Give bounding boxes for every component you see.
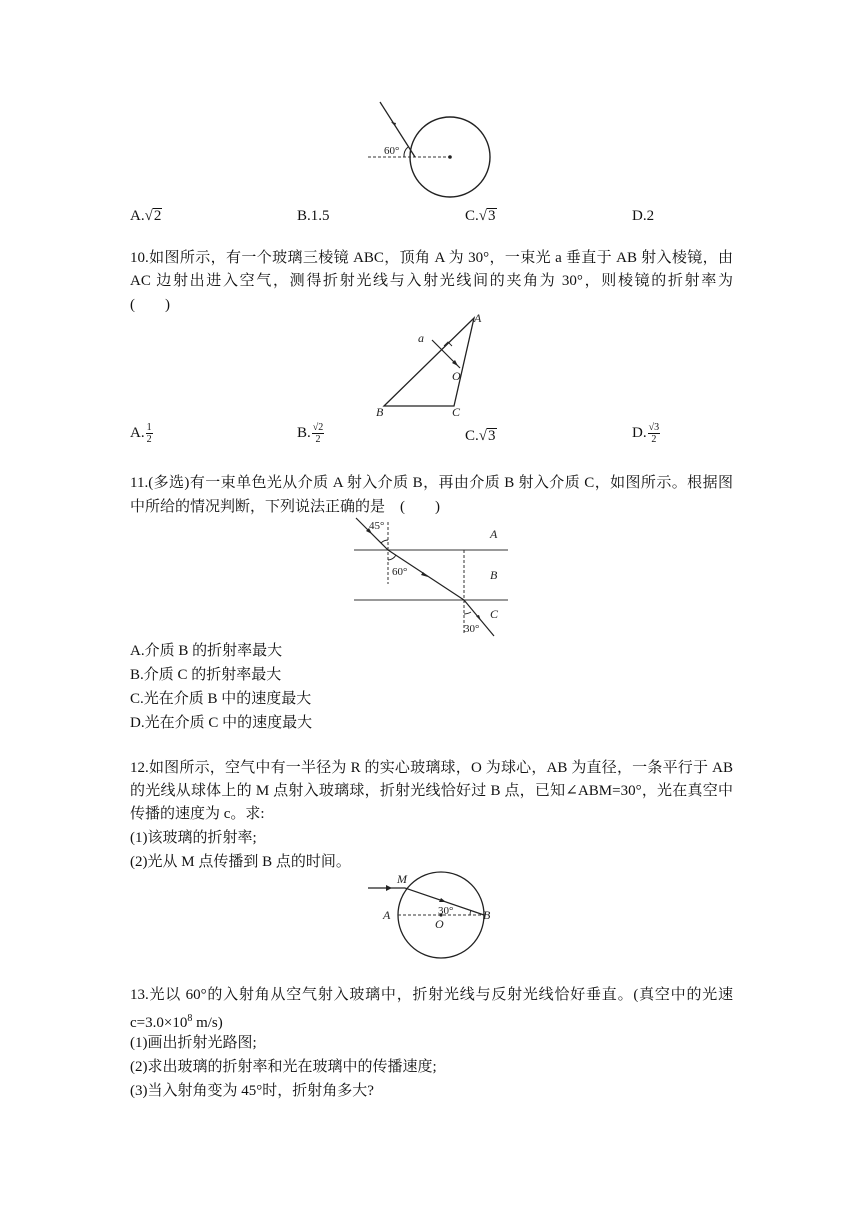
q11-label-C: C <box>490 607 499 621</box>
q12-stem-line1: 12.如图所示，空气中有一半径为 R 的实心玻璃球，O 为球心，AB 为直径，一条平行于 AB <box>130 760 733 776</box>
q11-label-60: 60° <box>392 566 408 578</box>
q13-sub1: (1)画出折射光路图; <box>130 1035 257 1051</box>
q12-label-B: B <box>483 908 491 922</box>
q13-sub2: (2)求出玻璃的折射率和光在玻璃中的传播速度; <box>130 1059 437 1075</box>
q10-stem-line2: AC 边射出进入空气，测得折射光线与入射光线间的夹角为 30°，则棱镜的折射率为 <box>130 273 733 289</box>
q12-label-O: O <box>435 917 444 931</box>
q12-sub1: (1)该玻璃的折射率; <box>130 830 257 846</box>
q12-figure <box>366 868 506 964</box>
q13-speed-value: c=3.0×10 <box>130 1015 188 1031</box>
q10-label-a-ray: a <box>418 331 424 345</box>
q10-figure <box>372 310 492 420</box>
q11-arc-30 <box>464 612 471 614</box>
q12-label-30: 30° <box>438 905 454 917</box>
q12-sub2: (2)光从 M 点传播到 B 点的时间。 <box>130 854 351 870</box>
q10-option-a: A. $\frac{1}{2}$ <box>130 422 152 446</box>
q10-stem-line1: 10.如图所示，有一个玻璃三棱镜 ABC，顶角 A 为 30°，一束光 a 垂直于 AB 射入棱镜，由 <box>130 250 733 266</box>
q12-arrow-in <box>386 885 392 891</box>
q9-center-point <box>448 155 452 159</box>
q12-arrow-refracted <box>439 898 446 902</box>
q11-option-a: A.介质 B 的折射率最大 <box>130 643 283 659</box>
q10-option-d: D. $\frac{√3}{2}$ <box>632 422 660 446</box>
q10-label-O: O <box>452 369 461 383</box>
q13-sub3: (3)当入射角变为 45°时，折射角多大? <box>130 1083 374 1099</box>
q11-label-30: 30° <box>464 623 480 635</box>
q11-option-d: D.光在介质 C 中的速度最大 <box>130 715 313 731</box>
q9-angle-label: 60° <box>384 145 400 157</box>
q13-speed-exponent: 8 <box>187 1013 193 1024</box>
q10-stem-line3: ( ) <box>130 297 170 313</box>
q9-option-b: B.1.5 <box>297 208 330 224</box>
q12-stem-line2: 的光线从球体上的 M 点射入玻璃球，折射光线恰好过 B 点，已知∠ABM=30°，光在真空中 <box>130 783 733 799</box>
q10-label-C: C <box>452 405 461 419</box>
q11-arc-45 <box>381 540 388 543</box>
q9-figure <box>360 96 500 206</box>
q9-option-a: A.√2 <box>130 208 162 224</box>
q10-label-B: B <box>376 405 384 419</box>
q11-stem-line2: 中所给的情况判断，下列说法正确的是 ( ) <box>130 499 440 515</box>
q12-stem-line3: 传播的速度为 c。求: <box>130 806 265 822</box>
q11-option-c: C.光在介质 B 中的速度最大 <box>130 691 312 707</box>
q10-option-c: C.√3 <box>465 428 496 444</box>
q11-label-A: A <box>490 527 498 541</box>
q11-arc-60 <box>388 555 396 560</box>
q9-option-c: C.√3 <box>465 208 496 224</box>
q12-label-A: A <box>383 908 391 922</box>
q10-label-A: A <box>474 311 482 325</box>
q11-stem-line1: 11.(多选)有一束单色光从介质 A 射入介质 B，再由介质 B 射入介质 C，如图所示。根据图 <box>130 475 733 491</box>
q13-speed-unit: m/s) <box>192 1015 223 1031</box>
q11-label-B: B <box>490 568 498 582</box>
q9-angle-arc <box>404 147 408 157</box>
q10-prism <box>384 318 474 406</box>
q11-figure <box>352 516 512 640</box>
q13-stem-line1: 13.光以 60°的入射角从空气射入玻璃中，折射光线与反射光线恰好垂直。(真空中的光速 <box>130 987 733 1003</box>
q11-arrow-3 <box>476 615 481 621</box>
q11-label-45: 45° <box>369 520 385 532</box>
q11-option-b: B.介质 C 的折射率最大 <box>130 667 282 683</box>
q10-option-b: B. $\frac{√2}{2}$ <box>297 422 324 446</box>
q12-label-M: M <box>397 872 407 886</box>
q13-stem-line2 <box>130 1008 223 1034</box>
q9-option-d: D.2 <box>632 208 655 224</box>
